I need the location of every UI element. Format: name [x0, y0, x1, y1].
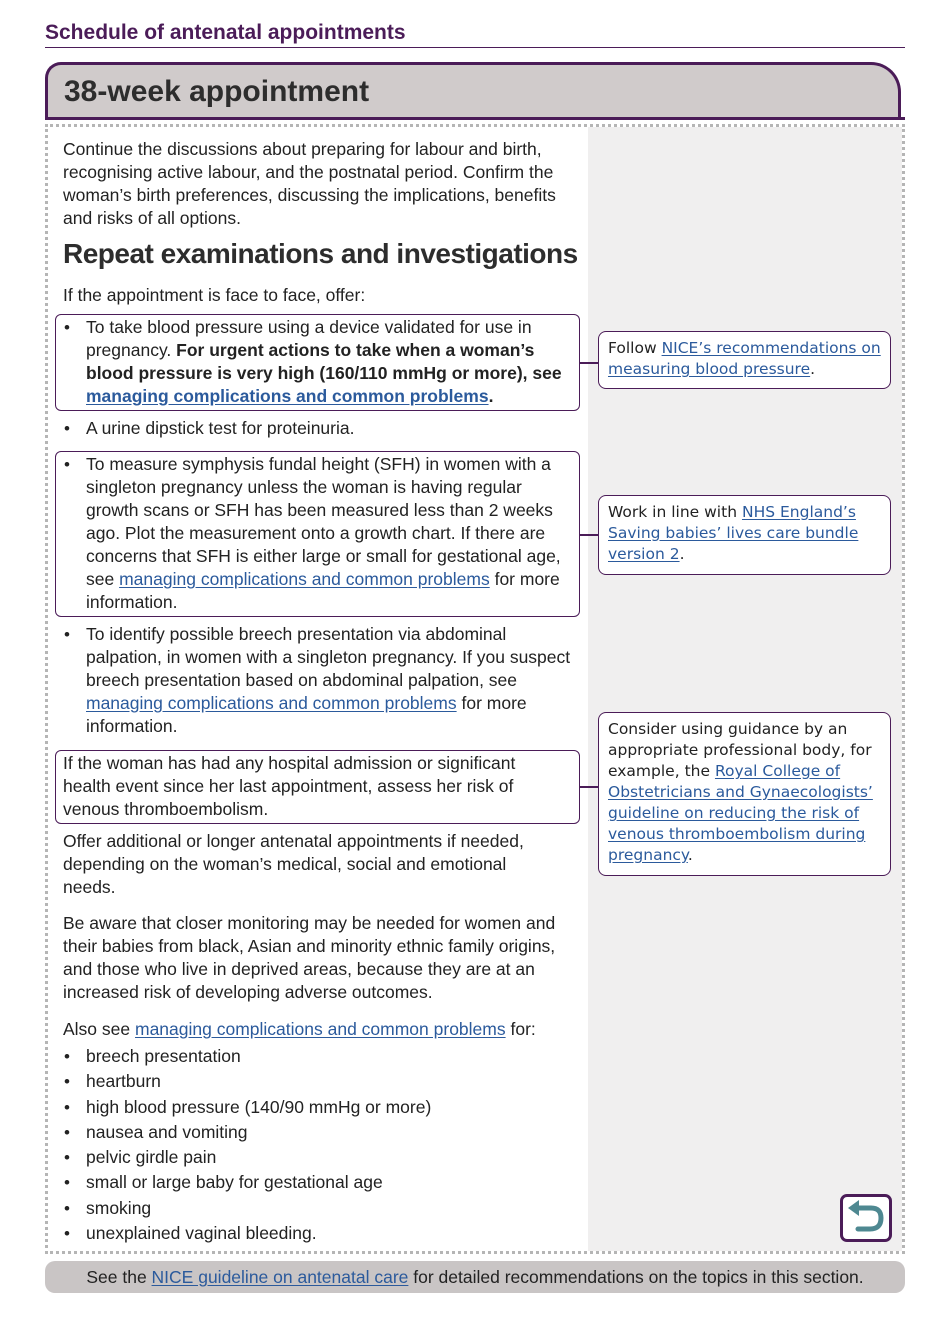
bullet: • [64, 1224, 70, 1243]
list-item: small or large baby for gestational age [86, 1172, 383, 1192]
also-see-post: for: [510, 1019, 536, 1039]
vte-note-post: . [687, 846, 693, 864]
bp-note-pre: Follow [608, 339, 657, 357]
bp-item [86, 316, 574, 408]
also-see-pre: Also see [63, 1019, 131, 1039]
list-item: smoking [86, 1198, 152, 1218]
sfh-note-pre: Work in line with [608, 503, 738, 521]
breech-item [86, 623, 574, 738]
vte-side-note [598, 712, 891, 876]
bullet: • [64, 455, 70, 474]
bullet: • [64, 625, 70, 644]
back-button[interactable] [840, 1194, 892, 1242]
appointment-title: 38-week appointment [64, 75, 370, 108]
rcog-guideline-link[interactable]: Royal College of Obstetricians and Gynaecologists’ guideline on reducing the risk of venous thromboembolism during pregnancy [608, 762, 873, 864]
saving-babies-link[interactable]: NHS England’s Saving babies’ lives care bundle version 2 [608, 503, 859, 563]
bp-text: To take blood pressure using a device validated for use in pregnancy. [86, 317, 532, 360]
list-item: high blood pressure (140/90 mmHg or more) [86, 1097, 432, 1117]
sfh-end: for more information. [86, 569, 560, 612]
bp-end: . [488, 386, 494, 406]
urine-item: A urine dipstick test for proteinuria. [86, 418, 355, 438]
additional-paragraph: Offer additional or longer antenatal appointments if needed, depending on the woman’s medical, social and emotional needs. [63, 831, 524, 897]
bullet: • [64, 1148, 70, 1167]
complications-link[interactable]: managing complications and common problems [119, 569, 490, 589]
connector-line [580, 362, 598, 364]
vte-paragraph: If the woman has had any hospital admission or significant health event since her last appointment, assess her risk of venous thromboembolism. [63, 753, 516, 819]
monitoring-paragraph: Be aware that closer monitoring may be needed for women and their babies from black, Asian and minority ethnic family origins, and those who live in deprived areas, because they are at an increased risk of developing adverse outcomes. [63, 913, 556, 1002]
back-arrow-icon [843, 1197, 889, 1239]
connector-line [580, 534, 598, 536]
bullet: • [64, 1199, 70, 1218]
connector-line [580, 786, 598, 788]
footer-pre: See the [86, 1267, 147, 1287]
complications-link[interactable]: managing complications and common problems [135, 1019, 506, 1039]
frame-bottom-border [45, 1251, 905, 1254]
vte-note-pre: Consider using guidance by an appropriate professional body, for example, the [608, 720, 872, 780]
list-item: pelvic girdle pain [86, 1147, 217, 1167]
offer-lead: If the appointment is face to face, offer: [63, 285, 366, 305]
bullet: • [64, 1098, 70, 1117]
sfh-text: To measure symphysis fundal height (SFH) in women with a singleton pregnancy unless the woman is having regular growth scans or SFH has been measured less than 2 weeks ago. Plot the measurement onto a growth chart. If there are concerns that SFH is either large or small for gestational age, see [86, 454, 561, 589]
bullet: • [64, 1072, 70, 1091]
bullet: • [64, 1173, 70, 1192]
bullet: • [64, 318, 70, 337]
bp-urgent-text: For urgent actions to take when a woman’s blood pressure is very high (160/110 mmHg or more), see [86, 340, 562, 383]
list-item: heartburn [86, 1071, 161, 1091]
breech-end: for more information. [86, 693, 527, 736]
list-item: unexplained vaginal bleeding. [86, 1223, 317, 1243]
footer-post: for detailed recommendations on the topics in this section. [413, 1267, 864, 1287]
breech-text: To identify possible breech presentation via abdominal palpation, in women with a singleton pregnancy. If you suspect breech presentation based on abdominal palpation, see [86, 624, 571, 690]
list-item: nausea and vomiting [86, 1122, 248, 1142]
bullet: • [64, 419, 70, 438]
section-title: Schedule of antenatal appointments [45, 20, 905, 48]
bp-side-note [598, 331, 891, 389]
header-underline [45, 117, 905, 120]
appointment-header [45, 62, 901, 118]
sfh-side-note [598, 495, 891, 575]
sfh-note-post: . [679, 545, 685, 563]
bullet: • [64, 1047, 70, 1066]
sfh-item [86, 453, 574, 614]
section-heading: Repeat examinations and investigations [63, 238, 578, 269]
list-item: breech presentation [86, 1046, 241, 1066]
bp-recommendations-link[interactable]: NICE’s recommendations on measuring blood pressure [608, 339, 881, 378]
footer-bar [45, 1261, 905, 1293]
bullet: • [64, 1123, 70, 1142]
complications-link[interactable]: managing complications and common problems [86, 693, 457, 713]
intro-paragraph: Continue the discussions about preparing for labour and birth, recognising active labour, and the postnatal period. Confirm the woman’s birth preferences, discussing the implications, benefits and risks of all options. [63, 139, 556, 228]
antenatal-guideline-link[interactable]: NICE guideline on antenatal care [151, 1267, 409, 1287]
frame-top-border [45, 124, 905, 127]
also-see-line [63, 1018, 578, 1041]
bp-note-post: . [810, 360, 816, 378]
complications-link[interactable]: managing complications and common problems [86, 386, 489, 406]
